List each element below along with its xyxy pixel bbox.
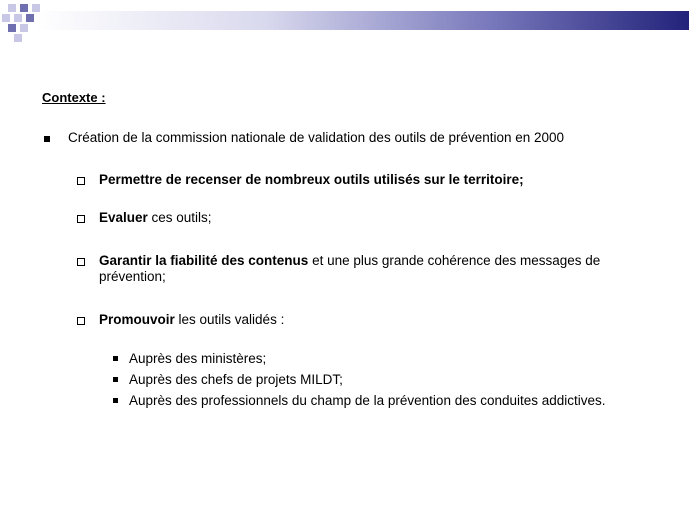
sub-item	[99, 253, 655, 285]
decor-square	[26, 14, 34, 22]
nested-item: Auprès des professionnels du champ de la prévention des conduites addictives.	[129, 393, 606, 408]
main-bullet-text: Création de la commission nationale de validation des outils de prévention en 2000	[68, 130, 565, 145]
hollow-bullet-icon	[77, 317, 85, 325]
small-bullet-icon	[113, 356, 118, 361]
small-bullet-icon	[113, 398, 118, 403]
slide-heading: Contexte :	[42, 90, 106, 105]
small-bullet-icon	[113, 377, 118, 382]
nested-item: Auprès des chefs de projets MILDT;	[129, 372, 343, 387]
decor-square	[8, 24, 16, 32]
decor-square	[14, 34, 22, 42]
decor-square	[8, 4, 16, 12]
sub-item-bold: Evaluer	[99, 210, 148, 225]
decor-square	[2, 14, 10, 22]
sub-item-text: ces outils;	[147, 210, 212, 225]
decor-square	[32, 4, 40, 12]
sub-item-bold: Garantir la fiabilité des contenus	[99, 253, 309, 268]
bullet-icon	[44, 136, 50, 142]
hollow-bullet-icon	[77, 177, 85, 185]
sub-item-bold: Permettre de recenser de nombreux outils utilisés sur le territoire;	[99, 172, 524, 187]
sub-item	[99, 312, 659, 328]
sub-item-text: et une plus grande cohérence des messages de prévention;	[99, 253, 601, 284]
sub-item-text: les outils validés :	[174, 312, 285, 327]
nested-item: Auprès des ministères;	[129, 351, 267, 366]
sub-item	[99, 172, 659, 188]
hollow-bullet-icon	[77, 215, 85, 223]
hollow-bullet-icon	[77, 258, 85, 266]
sub-item-bold: Promouvoir	[99, 312, 175, 327]
decor-square	[14, 14, 22, 22]
sub-item	[99, 210, 659, 226]
header-decoration	[0, 0, 689, 45]
decor-square	[20, 24, 28, 32]
header-gradient-band	[36, 11, 689, 30]
decor-square	[20, 4, 28, 12]
